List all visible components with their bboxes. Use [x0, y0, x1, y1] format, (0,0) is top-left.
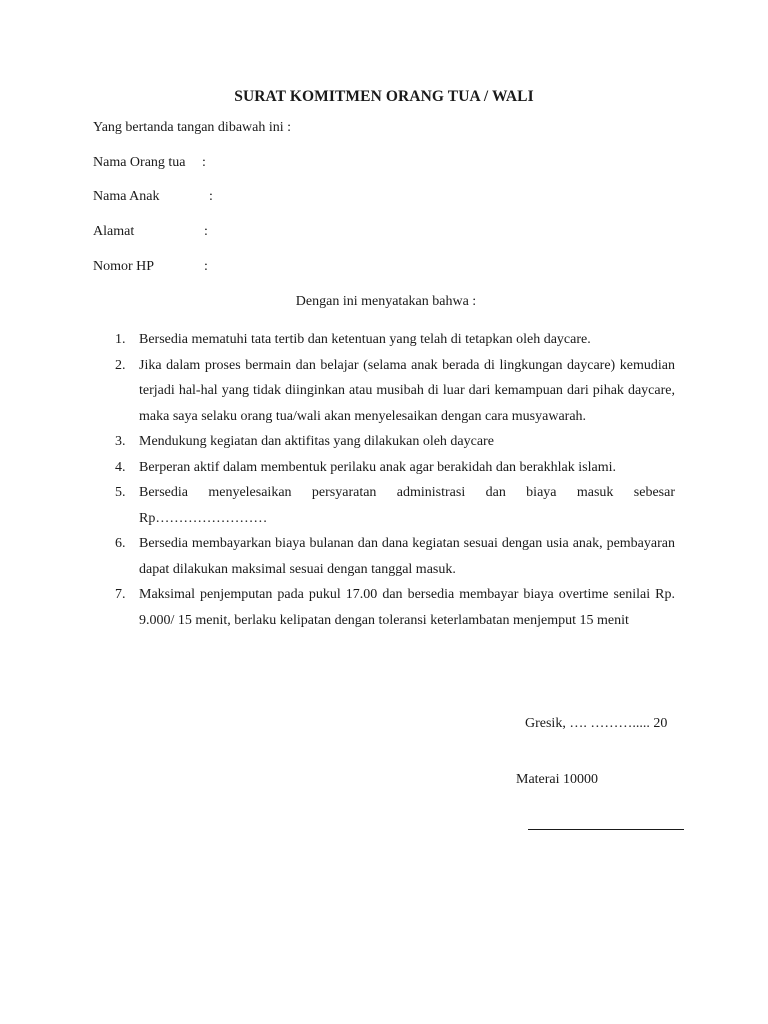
list-item [93, 480, 675, 531]
commitment-list [93, 327, 675, 633]
list-item [93, 582, 675, 633]
field-colon: : [204, 259, 208, 274]
field-address [93, 224, 134, 240]
list-item [93, 455, 675, 481]
list-item-text: Jika dalam proses bermain dan belajar (selama anak berada di lingkungan daycare) kemudian terjadi hal-hal yang tidak diinginkan atau musibah di luar dari kemampuan dari pihak daycare, maka saya selaku orang tua/wali akan menyelesaikan dengan cara musyawarah. [139, 357, 675, 424]
stamp-duty-label: Materai 10000 [516, 772, 599, 787]
list-item-text: Mendukung kegiatan dan aktifitas yang dilakukan oleh daycare [139, 434, 494, 449]
list-item [93, 327, 675, 353]
field-label: Alamat [93, 224, 135, 239]
city-date: Gresik, …. ………..... 20 [525, 716, 668, 731]
field-colon: : [202, 155, 206, 170]
list-number: 5. [115, 485, 126, 500]
field-phone [93, 259, 154, 275]
field-colon: : [204, 224, 208, 239]
list-number: 6. [115, 536, 126, 551]
list-number: 2. [115, 357, 126, 373]
intro-text: Yang bertanda tangan dibawah ini : [93, 120, 292, 135]
list-number: 3. [115, 434, 126, 449]
list-item-text: Berperan aktif dalam membentuk perilaku anak agar berakidah dan berakhlak islami. [139, 459, 616, 475]
list-item-text: Maksimal penjemputan pada pukul 17.00 dan bersedia membayar biaya overtime senilai Rp. 9.000/ 15 menit, berlaku kelipatan dengan toleransi keterlambatan menjemput 15 menit [139, 587, 675, 628]
list-item-text: Bersedia membayarkan biaya bulanan dan dana kegiatan sesuai dengan usia anak, pembayaran dapat dilakukan maksimal sesuai dengan tanggal masuk. [139, 536, 675, 577]
signature-line [528, 829, 684, 830]
field-label: Nama Orang tua [93, 155, 186, 170]
field-label: Nomor HP [93, 259, 155, 274]
list-number: 7. [115, 587, 126, 602]
list-item-text: Bersedia menyelesaikan persyaratan administrasi dan biaya masuk sebesar Rp…………………… [139, 485, 675, 526]
list-item-text: Bersedia mematuhi tata tertib dan ketentuan yang telah di tetapkan oleh daycare. [139, 332, 591, 347]
document-title: SURAT KOMITMEN ORANG TUA / WALI [234, 88, 534, 105]
field-child-name [93, 189, 159, 205]
field-parent-name [93, 155, 186, 171]
field-colon: : [209, 189, 213, 204]
list-item [93, 353, 675, 430]
list-item [93, 531, 675, 582]
field-label: Nama Anak [93, 189, 160, 204]
list-number: 1. [115, 332, 126, 347]
list-item [93, 429, 675, 455]
statement-heading: Dengan ini menyatakan bahwa : [295, 294, 477, 309]
list-number: 4. [115, 459, 126, 475]
